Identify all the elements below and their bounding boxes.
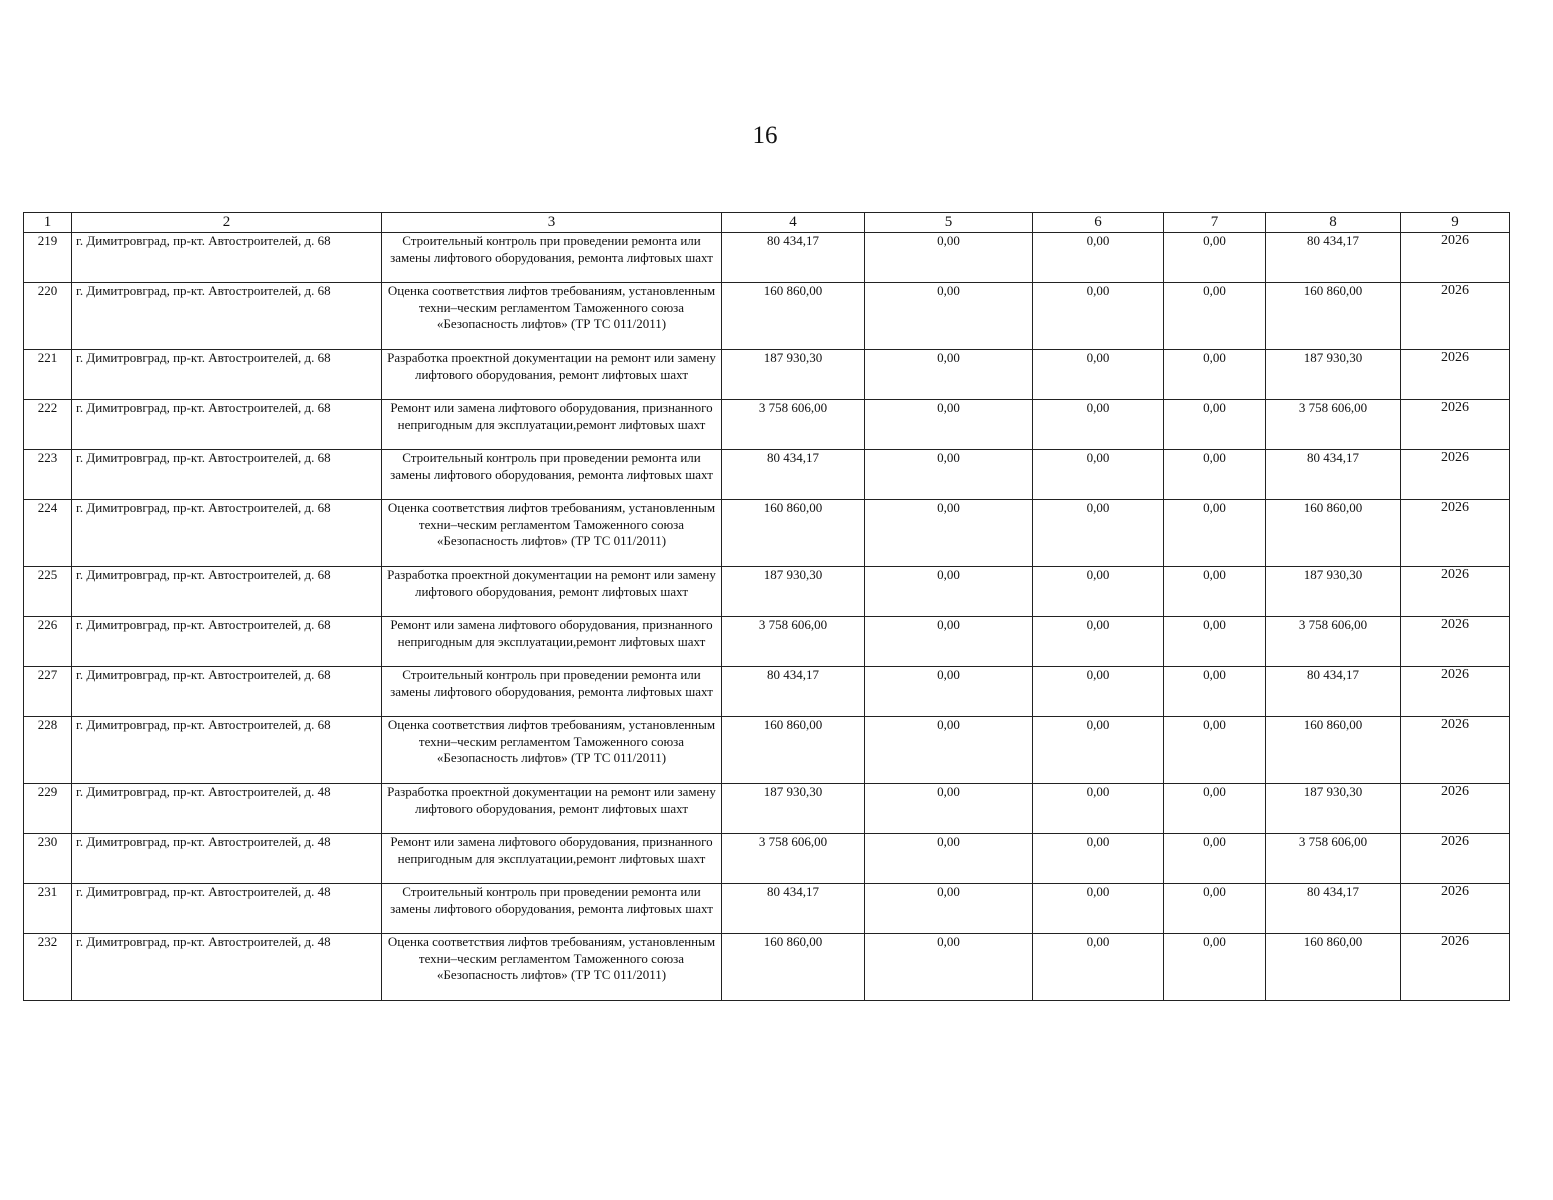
col6-cell: 0,00 (1033, 450, 1164, 500)
col4-cell: 160 860,00 (722, 934, 865, 1001)
work-type-cell: Строительный контроль при проведении ремонта или замены лифтового оборудования, ремонта лифтовых шахт (382, 450, 722, 500)
year-cell: 2026 (1401, 667, 1510, 717)
col5-cell: 0,00 (865, 233, 1033, 283)
work-type-cell: Оценка соответствия лифтов требованиям, установленным техни–ческим регламентом Таможенного союза «Безопасность лифтов» (ТР ТС 011/2011) (382, 717, 722, 784)
col-header-5: 5 (865, 213, 1033, 233)
col8-cell: 3 758 606,00 (1266, 617, 1401, 667)
col-header-2: 2 (72, 213, 382, 233)
address-cell: г. Димитровград, пр-кт. Автостроителей, д. 68 (72, 283, 382, 350)
col6-cell: 0,00 (1033, 934, 1164, 1001)
col7-cell: 0,00 (1164, 884, 1266, 934)
col6-cell: 0,00 (1033, 350, 1164, 400)
address-cell: г. Димитровград, пр-кт. Автостроителей, д. 68 (72, 233, 382, 283)
col7-cell: 0,00 (1164, 450, 1266, 500)
col4-cell: 80 434,17 (722, 450, 865, 500)
col5-cell: 0,00 (865, 567, 1033, 617)
table-row (24, 567, 1510, 617)
col-header-1: 1 (24, 213, 72, 233)
col7-cell: 0,00 (1164, 350, 1266, 400)
col-header-8: 8 (1266, 213, 1401, 233)
col5-cell: 0,00 (865, 283, 1033, 350)
table-row (24, 784, 1510, 834)
col7-cell: 0,00 (1164, 233, 1266, 283)
col6-cell: 0,00 (1033, 717, 1164, 784)
table-row (24, 834, 1510, 884)
table-row (24, 350, 1510, 400)
col8-cell: 80 434,17 (1266, 667, 1401, 717)
address-cell: г. Димитровград, пр-кт. Автостроителей, д. 68 (72, 717, 382, 784)
col6-cell: 0,00 (1033, 617, 1164, 667)
col8-cell: 160 860,00 (1266, 717, 1401, 784)
work-type-cell: Оценка соответствия лифтов требованиям, установленным техни–ческим регламентом Таможенного союза «Безопасность лифтов» (ТР ТС 011/2011) (382, 283, 722, 350)
col8-cell: 187 930,30 (1266, 567, 1401, 617)
col4-cell: 187 930,30 (722, 784, 865, 834)
address-cell: г. Димитровград, пр-кт. Автостроителей, д. 68 (72, 400, 382, 450)
address-cell: г. Димитровград, пр-кт. Автостроителей, д. 48 (72, 784, 382, 834)
col4-cell: 160 860,00 (722, 500, 865, 567)
year-cell: 2026 (1401, 500, 1510, 567)
work-type-cell: Разработка проектной документации на ремонт или замену лифтового оборудования, ремонт лифтовых шахт (382, 350, 722, 400)
col8-cell: 160 860,00 (1266, 283, 1401, 350)
col4-cell: 3 758 606,00 (722, 834, 865, 884)
work-type-cell: Оценка соответствия лифтов требованиям, установленным техни–ческим регламентом Таможенного союза «Безопасность лифтов» (ТР ТС 011/2011) (382, 500, 722, 567)
year-cell: 2026 (1401, 884, 1510, 934)
col-header-3: 3 (382, 213, 722, 233)
col-header-9: 9 (1401, 213, 1510, 233)
year-cell: 2026 (1401, 450, 1510, 500)
table-row (24, 233, 1510, 283)
row-number: 225 (24, 567, 72, 617)
col8-cell: 187 930,30 (1266, 784, 1401, 834)
year-cell: 2026 (1401, 717, 1510, 784)
col4-cell: 80 434,17 (722, 233, 865, 283)
address-cell: г. Димитровград, пр-кт. Автостроителей, д. 68 (72, 350, 382, 400)
table-row (24, 667, 1510, 717)
col8-cell: 80 434,17 (1266, 233, 1401, 283)
address-cell: г. Димитровград, пр-кт. Автостроителей, д. 68 (72, 450, 382, 500)
row-number: 223 (24, 450, 72, 500)
col7-cell: 0,00 (1164, 717, 1266, 784)
col4-cell: 187 930,30 (722, 350, 865, 400)
col7-cell: 0,00 (1164, 567, 1266, 617)
col7-cell: 0,00 (1164, 617, 1266, 667)
table-row (24, 500, 1510, 567)
col5-cell: 0,00 (865, 834, 1033, 884)
col4-cell: 187 930,30 (722, 567, 865, 617)
address-cell: г. Димитровград, пр-кт. Автостроителей, д. 48 (72, 934, 382, 1001)
table-row (24, 884, 1510, 934)
col8-cell: 160 860,00 (1266, 934, 1401, 1001)
work-type-cell: Ремонт или замена лифтового оборудования, признанного непригодным для эксплуатации,ремонт лифтовых шахт (382, 617, 722, 667)
work-type-cell: Ремонт или замена лифтового оборудования, признанного непригодным для эксплуатации,ремонт лифтовых шахт (382, 834, 722, 884)
year-cell: 2026 (1401, 283, 1510, 350)
col6-cell: 0,00 (1033, 834, 1164, 884)
address-cell: г. Димитровград, пр-кт. Автостроителей, д. 48 (72, 884, 382, 934)
work-type-cell: Строительный контроль при проведении ремонта или замены лифтового оборудования, ремонта лифтовых шахт (382, 233, 722, 283)
col4-cell: 160 860,00 (722, 717, 865, 784)
col8-cell: 80 434,17 (1266, 450, 1401, 500)
col5-cell: 0,00 (865, 500, 1033, 567)
year-cell: 2026 (1401, 617, 1510, 667)
col5-cell: 0,00 (865, 717, 1033, 784)
col-header-7: 7 (1164, 213, 1266, 233)
row-number: 228 (24, 717, 72, 784)
col5-cell: 0,00 (865, 934, 1033, 1001)
col8-cell: 3 758 606,00 (1266, 400, 1401, 450)
row-number: 222 (24, 400, 72, 450)
table-row (24, 400, 1510, 450)
header-row (24, 213, 1510, 233)
col4-cell: 80 434,17 (722, 667, 865, 717)
row-number: 224 (24, 500, 72, 567)
col4-cell: 3 758 606,00 (722, 617, 865, 667)
col4-cell: 160 860,00 (722, 283, 865, 350)
col7-cell: 0,00 (1164, 784, 1266, 834)
col8-cell: 3 758 606,00 (1266, 834, 1401, 884)
year-cell: 2026 (1401, 934, 1510, 1001)
work-type-cell: Ремонт или замена лифтового оборудования, признанного непригодным для эксплуатации,ремонт лифтовых шахт (382, 400, 722, 450)
address-cell: г. Димитровград, пр-кт. Автостроителей, д. 68 (72, 500, 382, 567)
page-number: 16 (752, 122, 778, 149)
col5-cell: 0,00 (865, 617, 1033, 667)
col7-cell: 0,00 (1164, 934, 1266, 1001)
year-cell: 2026 (1401, 834, 1510, 884)
work-type-cell: Разработка проектной документации на ремонт или замену лифтового оборудования, ремонт лифтовых шахт (382, 567, 722, 617)
table-row (24, 617, 1510, 667)
row-number: 221 (24, 350, 72, 400)
address-cell: г. Димитровград, пр-кт. Автостроителей, д. 68 (72, 617, 382, 667)
col6-cell: 0,00 (1033, 283, 1164, 350)
row-number: 220 (24, 283, 72, 350)
work-type-cell: Оценка соответствия лифтов требованиям, установленным техни–ческим регламентом Таможенного союза «Безопасность лифтов» (ТР ТС 011/2011) (382, 934, 722, 1001)
work-type-cell: Строительный контроль при проведении ремонта или замены лифтового оборудования, ремонта лифтовых шахт (382, 884, 722, 934)
year-cell: 2026 (1401, 567, 1510, 617)
year-cell: 2026 (1401, 350, 1510, 400)
col6-cell: 0,00 (1033, 667, 1164, 717)
year-cell: 2026 (1401, 400, 1510, 450)
col6-cell: 0,00 (1033, 784, 1164, 834)
row-number: 227 (24, 667, 72, 717)
col7-cell: 0,00 (1164, 834, 1266, 884)
col6-cell: 0,00 (1033, 884, 1164, 934)
col8-cell: 80 434,17 (1266, 884, 1401, 934)
col4-cell: 80 434,17 (722, 884, 865, 934)
col5-cell: 0,00 (865, 450, 1033, 500)
col8-cell: 187 930,30 (1266, 350, 1401, 400)
col-header-4: 4 (722, 213, 865, 233)
year-cell: 2026 (1401, 233, 1510, 283)
work-type-cell: Разработка проектной документации на ремонт или замену лифтового оборудования, ремонт лифтовых шахт (382, 784, 722, 834)
col5-cell: 0,00 (865, 667, 1033, 717)
row-number: 231 (24, 884, 72, 934)
address-cell: г. Димитровград, пр-кт. Автостроителей, д. 68 (72, 567, 382, 617)
col6-cell: 0,00 (1033, 500, 1164, 567)
col7-cell: 0,00 (1164, 400, 1266, 450)
table-row (24, 283, 1510, 350)
col7-cell: 0,00 (1164, 667, 1266, 717)
row-number: 232 (24, 934, 72, 1001)
col5-cell: 0,00 (865, 884, 1033, 934)
year-cell: 2026 (1401, 784, 1510, 834)
col8-cell: 160 860,00 (1266, 500, 1401, 567)
col-header-6: 6 (1033, 213, 1164, 233)
col7-cell: 0,00 (1164, 283, 1266, 350)
col7-cell: 0,00 (1164, 500, 1266, 567)
col5-cell: 0,00 (865, 784, 1033, 834)
col4-cell: 3 758 606,00 (722, 400, 865, 450)
col5-cell: 0,00 (865, 400, 1033, 450)
col6-cell: 0,00 (1033, 567, 1164, 617)
row-number: 219 (24, 233, 72, 283)
table-row (24, 450, 1510, 500)
row-number: 226 (24, 617, 72, 667)
row-number: 229 (24, 784, 72, 834)
col5-cell: 0,00 (865, 350, 1033, 400)
address-cell: г. Димитровград, пр-кт. Автостроителей, д. 68 (72, 667, 382, 717)
work-type-cell: Строительный контроль при проведении ремонта или замены лифтового оборудования, ремонта лифтовых шахт (382, 667, 722, 717)
address-cell: г. Димитровград, пр-кт. Автостроителей, д. 48 (72, 834, 382, 884)
table-row (24, 717, 1510, 784)
col6-cell: 0,00 (1033, 233, 1164, 283)
table-row (24, 934, 1510, 1001)
works-table (23, 212, 1510, 1001)
col6-cell: 0,00 (1033, 400, 1164, 450)
row-number: 230 (24, 834, 72, 884)
